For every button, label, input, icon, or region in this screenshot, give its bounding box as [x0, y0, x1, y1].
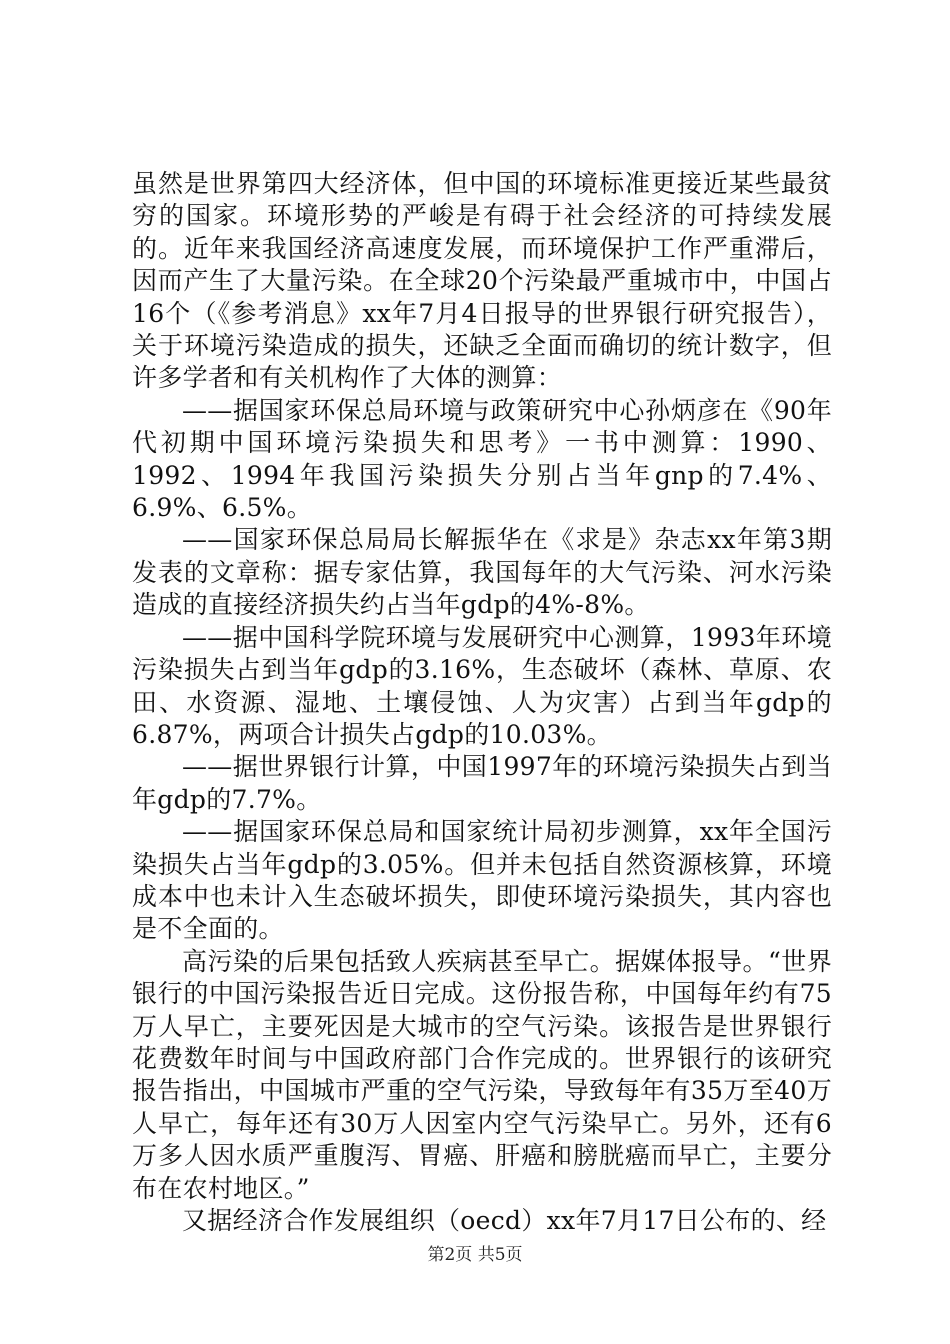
paragraph-estimate-3: ——据中国科学院环境与发展研究中心测算，1993年环境污染损失占到当年gdp的3.16%，生态破坏（森林、草原、农田、水资源、湿地、土壤侵蚀、人为灾害）占到当年gdp的6.87%，两项合计损失占gdp的10.03%。 [132, 622, 832, 749]
paragraph-intro: 虽然是世界第四大经济体，但中国的环境标准更接近某些最贫穷的国家。环境形势的严峻是有碍于社会经济的可持续发展的。近年来我国经济高速度发展，而环境保护工作严重滞后，因而产生了大量污染。在全球20个污染最严重城市中，中国占16个（《参考消息》xx年7月4日报导的世界银行研究报告），关于环境污染造成的损失，还缺乏全面而确切的统计数字，但许多学者和有关机构作了大体的测算： [132, 169, 832, 393]
paragraph-estimate-5: ——据国家环保总局和国家统计局初步测算，xx年全国污染损失占当年gdp的3.05%。但并未包括自然资源核算，环境成本中也未计入生态破坏损失，即使环境污染损失，其内容也是不全面的。 [132, 817, 832, 944]
paragraph-health-impact: 高污染的后果包括致人疾病甚至早亡。据媒体报导。“世界银行的中国污染报告近日完成。这份报告称，中国每年约有75万人早亡，主要死因是大城市的空气污染。该报告是世界银行花费数年时间与中国政府部门合作完成的。世界银行的该研究报告指出，中国城市严重的空气污染，导致每年有35万至40万人早亡，每年还有30万人因室内空气污染早亡。另外，还有6万多人因水质严重腹泻、胃癌、肝癌和膀胱癌而早亡，主要分布在农村地区。” [132, 946, 832, 1203]
paragraph-estimate-1: ——据国家环保总局环境与政策研究中心孙炳彦在《90年代初期中国环境污染损失和思考》一书中测算：1990、1992、1994年我国污染损失分别占当年gnp的7.4%、6.9%、6.5%。 [132, 395, 832, 523]
paragraph-estimate-2: ——国家环保总局局长解振华在《求是》杂志xx年第3期发表的文章称：据专家估算，我国每年的大气污染、河水污染造成的直接经济损失约占当年gdp的4%-8%。 [132, 525, 832, 620]
paragraph-estimate-4: ——据世界银行计算，中国1997年的环境污染损失占到当年gdp的7.7%。 [132, 752, 832, 814]
paragraph-oecd: 又据经济合作发展组织（oecd）xx年7月17日公布的、经 [182, 1206, 827, 1235]
document-body [132, 168, 832, 1237]
page-number-footer: 第2页 共5页 [427, 1245, 523, 1265]
